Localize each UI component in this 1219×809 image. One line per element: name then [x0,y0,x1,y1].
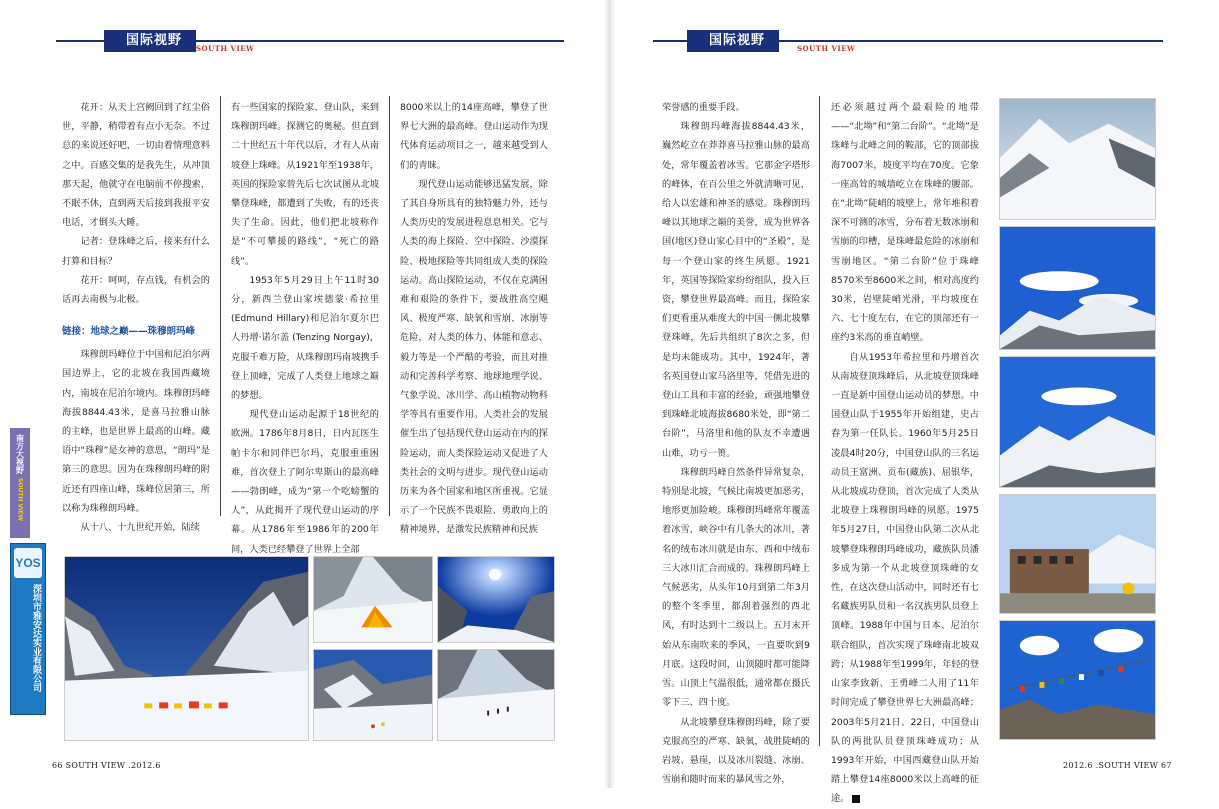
glacier-icon [313,649,433,741]
article-column [62,98,210,537]
article-paragraph: 记者：登珠峰之后，接来有什么打算和目标？ [62,236,210,267]
article-paragraph: 还必须越过两个最艰险的地带——“北坳”和“第二台阶”。“北坳”是珠峰与北峰之间的鞍部，它的顶部拔海7007米，坡度平均在70度。它象一座高耸的城墙屹立在珠峰的腰部。在“北坳”陡峭的坡壁上，常年堆积着深不可测的冰雪，分布着无数冰崩和雪崩的印槽，是珠峰最危险的冰崩和雪崩地区。“第二台阶”位于珠峰8570米至8600米之间，相对高度约30米，岩壁陡峭光滑，平均坡度在六、七十度左右，在它的顶部还有一座约3米高的垂直峭壁。 [831,102,979,344]
side-tab-sub: SOUTH VIEW [16,478,24,522]
article-column [231,98,379,559]
article-paragraph: 8000米以上的14座高峰，攀登了世界七大洲的最高峰。登山运动作为现代体育运动项目之一，越来越受到人们的青睐。 [400,102,548,171]
section-sub: SOUTH VIEW [797,44,856,53]
building-icon [999,494,1156,614]
section-sub: SOUTH VIEW [196,44,255,53]
article-paragraph: 从北坡攀登珠穆朗玛峰，除了要克服高空的严寒、缺氧，战胜陡峭的岩坡、悬崖，以及冰川裂缝、冰崩、雪崩和随时而来的暴风雪之外， [662,716,810,786]
article-paragraph: 珠穆朗玛峰自然条件异常复杂，特别是北坡，气候比南坡更加恶劣，地形更加险峻。珠穆朗玛峰常年覆盖着冰雪，峡谷中有几条大的冰川，著名的绒布冰川就是由东、西和中绒布三大冰川汇合而成的。珠穆朗玛峰上气候恶劣，从头年10月到第二年3月的整个冬季里，都刮着强烈的西北风，有时达到十二级以上。五月末开始从东南吹来的季风，一直要吹到9月底。这段时间，山顶随时都可能降雪。山顶上气温很低，通常都在摄氏零下三、四十度。 [662,466,810,709]
snow-mountain-camp-icon [64,556,309,741]
article-paragraph: 珠穆朗玛峰位于中国和尼泊尔两国边界上，它的北坡在我国西藏境内，南坡在尼泊尔境内。珠穆朗玛峰海拔8844.43米，是喜马拉雅山脉的主峰，也是世界上最高的山峰。藏语中“珠穆”是女神的意思，“朗玛”是第三的意思。因为在珠穆朗玛峰的附近还有四座山峰，珠峰位居第三，所以称为珠穆朗玛峰。 [62,349,210,514]
column-divider [220,96,221,516]
tent-icon [313,556,433,643]
article-paragraph: 花开：呵呵，存点钱，有机会的话再去南极与北极。 [62,274,210,306]
prayer-flags-icon [999,620,1156,740]
side-tab-label: 南方大视野 [15,434,25,474]
page-number: 66 SOUTH VIEW .2012.6 [52,761,161,770]
article-paragraph: 1953年5月29日上午11时30分，新西兰登山家埃德蒙·希拉里(Edmund Hillary)和尼泊尔夏尔巴人丹增·诺尔盖 (Tenzing Norgay)，克服千难万险，从珠穆朗玛南坡携手登上顶峰，完成了人类登上地球之巅的梦想。 [231,274,379,402]
sponsor-ad [10,543,46,715]
article-paragraph: 花开：从天上宫阙回到了红尘俗世，平静，稍带着有点小无奈。不过总的来说还好吧，一切由着情理意料之中。百感交集的是我先生，从冲顶那天起，他就守在电脑前不停搜索，不眠不休，直到两天后接到我报平安电话，才倒头大睡。 [62,102,210,229]
article-paragraph: 自从1953年希拉里和丹增首次从南坡登顶珠峰后，从北坡登顶珠峰一直是新中国登山运动员的梦想。中国登山队于1955年开始组建，史占春为第一任队长。1960年5月25日凌晨4时20分，中国登山队的三名运动员王富洲、贡布(藏族)、屈银华，从北坡成功登顶，首次完成了人类从北坡登上珠穆朗玛峰的夙愿。1975年5月27日，中国登山队第二次从北坡攀登珠穆朗玛峰成功，藏族队员潘多成为第一个从北坡登顶珠峰的女性，在这次登山活动中，同时还有七名藏族男队员和一名汉族男队员登上顶峰。1988年中国与日本、尼泊尔联合组队，首次实现了珠峰南北坡双跨；从1988年至1999年，年轻的登山家李致新、王勇峰二人用了11年时间完成了攀登世界七大洲最高峰；2003年5月21日、22日，中国登山队的两批队员登顶珠峰成功；从1993年开始，中国西藏登山队开始踏上攀登14座8000米以上高峰的征途。 [831,351,979,805]
sun-peak-icon [437,556,555,643]
column-divider [819,96,820,746]
section-label: 国际视野 [687,30,779,52]
right-page [609,0,1219,805]
column-divider [389,96,390,516]
side-section-tab [10,428,30,538]
climbers-icon [437,649,555,741]
page-number: 2012.6 .SOUTH VIEW 67 [1063,761,1172,770]
cloud-peak-icon [999,356,1156,488]
article-column [662,98,810,789]
cloud-peak-icon [999,226,1156,350]
left-page [0,0,609,788]
article-column [831,98,979,809]
summit-icon [999,98,1156,220]
article-paragraph: 荣誉感的重要手段。 [662,102,745,113]
sponsor-logo: YOS [14,548,42,578]
article-paragraph: 珠穆朗玛峰海拔8844.43米，巍然屹立在莽莽喜马拉雅山脉的最高处，常年覆盖着冰雪。它那金字塔形的峰体，在百公里之外就清晰可见，给人以宏雄和神圣的感觉。珠穆朗玛峰以其地球之巅的美誉，成为世界各国(地区)登山家心目中的“圣殿”，是每一个登山家的终生夙愿。1921年，英国等探险家纷纷组队，投入巨资，攀登世界最高峰。而且，探险家们更看重从难度大的中国一侧北坡攀登珠峰，先后共组织了8次之多，但是均未能成功。其中，1924年，著名英国登山家马洛里等，凭借先进的登山工具和丰富的经验，顽强地攀登到珠峰北坡海拔8680米处，即“第二台阶”，马洛里和他的队友不幸遭遇山难，功亏一篑。 [662,121,810,459]
article-subheading: 链接：地球之巅——珠穆朗玛峰 [62,326,196,338]
article-paragraph: 有一些国家的探险家、登山队，来到珠穆朗玛峰。探测它的奥秘。但直到二十世纪五十年代以后，才有人从南坡登上珠峰。从1921年至1938年，英国的探险家曾先后七次试图从北坡攀登珠峰，都遭到了失败，有的还丧失了生命。因此，他们把北坡称作是“不可攀援的路线”，“死亡的路线”。 [231,102,379,267]
article-paragraph: 从十八、十九世纪开始，陆续 [80,522,200,534]
article-paragraph: 现代登山运动起源于18世纪的欧洲。1786年8月8日，日内瓦医生帕卡尔和同伴巴尔玛，克服重重困难，首次登上了阿尔卑斯山的最高峰——勃朗峰，成为“第一个吃螃蟹的人”，从此揭开了现代登山运动的序幕。从1786年至1986年的200年间，人类已经攀登了世界上全部 [231,409,379,555]
section-label: 国际视野 [104,30,196,52]
end-mark-icon [852,795,860,803]
sponsor-name: 深圳市雅安达实业有限公司 [31,584,41,692]
article-paragraph: 现代登山运动能够迅猛发展，除了其自身所具有的独特魅力外，还与人类历史的发展进程息息相关。它与人类的海上探险、空中探险、沙漠探险、极地探险等共同组成人类的探险运动。高山探险运动，不仅在克满困难和艰险的条件下，要战胜高空飓风、极度严寒、缺氧和雪崩、冰崩等危险，对人类的体力、体能和意志、毅力等是一个严酷的考验，而且对推动和完善科学考察、地球地理学说、气象学说、冰川学、高山植物动物科学等具有重要作用。人类社会的发展催生出了包括现代登山运动在内的探险运动，而人类探险运动又促进了人类社会的文明与进步。现代登山运动历来为各个国家和地区所重视。它显示了一个民族不畏艰险、勇敢向上的精神境界，是激发民族精神和民族 [400,178,548,536]
article-column [400,98,548,540]
